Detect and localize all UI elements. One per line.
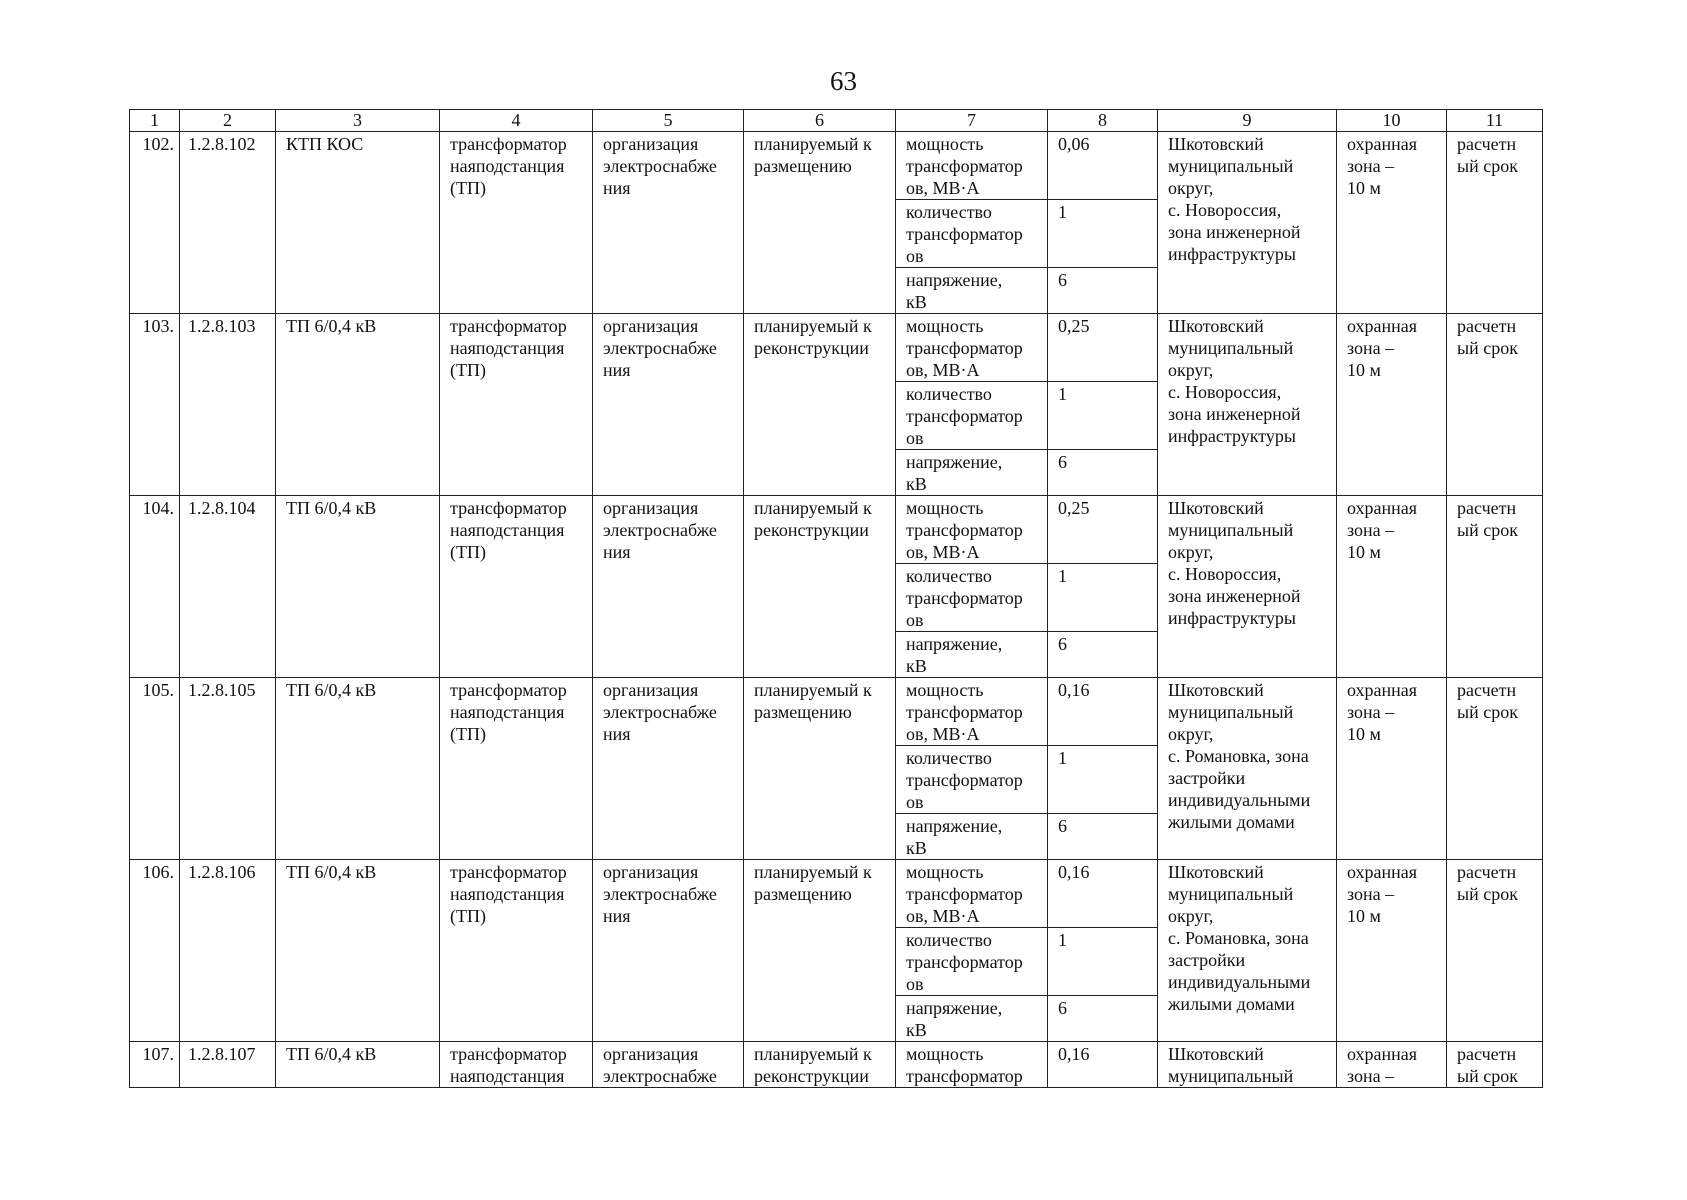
object-location [1158, 678, 1337, 860]
object-type-text: трансформатор наяподстанция (ТП) [450, 680, 567, 744]
param-label [896, 814, 1048, 860]
object-location [1158, 314, 1337, 496]
column-number [440, 110, 593, 132]
column-number [1048, 110, 1158, 132]
param-value-text: 0,16 [1058, 862, 1090, 882]
column-number-text: 4 [511, 110, 521, 130]
column-number [593, 110, 744, 132]
column-number [1447, 110, 1543, 132]
param-label-text: мощность трансформатор ов, МВ·А [906, 134, 1023, 198]
param-label-text: напряжение, кВ [906, 452, 1003, 494]
object-name [276, 132, 440, 314]
param-label-text: мощность трансформатор [906, 1044, 1023, 1086]
object-zone-text: охранная зона – 10 м [1347, 680, 1418, 744]
column-number-text: 1 [150, 110, 159, 130]
object-purpose [593, 678, 744, 860]
column-number-text: 6 [815, 110, 824, 130]
param-label-text: напряжение, кВ [906, 998, 1003, 1040]
param-label-text: мощность трансформатор ов, МВ·А [906, 316, 1023, 380]
object-name [276, 678, 440, 860]
column-number [276, 110, 440, 132]
object-term-text: расчетн ый срок [1457, 680, 1518, 722]
param-label-text: мощность трансформатор ов, МВ·А [906, 680, 1023, 744]
column-number [130, 110, 180, 132]
object-term-text: расчетн ый срок [1457, 134, 1518, 176]
object-zone [1337, 132, 1447, 314]
object-purpose [593, 860, 744, 1042]
objects-table [129, 109, 1543, 1088]
object-name-text: ТП 6/0,4 кВ [286, 498, 377, 518]
object-status [744, 1042, 896, 1088]
param-value-text: 6 [1058, 998, 1067, 1018]
param-value [1048, 200, 1158, 268]
object-location-text: Шкотовский муниципальный округ, с. Новороссия, зона инженерной инфраструктуры [1168, 316, 1301, 446]
param-label [896, 996, 1048, 1042]
param-value [1048, 928, 1158, 996]
object-location-text: Шкотовский муниципальный округ, с. Романовка, зона застройки индивидуальными жилыми домами [1168, 680, 1311, 832]
param-value-text: 1 [1058, 384, 1067, 404]
param-label [896, 132, 1048, 200]
param-label [896, 678, 1048, 746]
object-purpose [593, 132, 744, 314]
object-zone-text: охранная зона – 10 м [1347, 134, 1418, 198]
param-value [1048, 678, 1158, 746]
object-type-text: трансформатор наяподстанция (ТП) [450, 862, 567, 926]
row-number [130, 860, 180, 1042]
row-number-text: 104. [142, 498, 174, 518]
page-number: 63 [830, 66, 857, 96]
object-status [744, 496, 896, 678]
column-number-row [130, 110, 1543, 132]
row-number-text: 107. [142, 1044, 174, 1064]
param-label [896, 564, 1048, 632]
param-value [1048, 814, 1158, 860]
param-label-text: количество трансформатор ов [906, 748, 1023, 812]
object-code-text: 1.2.8.105 [188, 680, 256, 700]
param-label [896, 382, 1048, 450]
column-number [180, 110, 276, 132]
object-zone [1337, 1042, 1447, 1088]
param-label [896, 632, 1048, 678]
object-location-text: Шкотовский муниципальный округ, с. Романовка, зона застройки индивидуальными жилыми домами [1168, 862, 1311, 1014]
object-term [1447, 496, 1543, 678]
object-purpose-text: организация электроснабже ния [603, 316, 717, 380]
param-value-text: 1 [1058, 748, 1067, 768]
object-code [180, 314, 276, 496]
param-label-text: количество трансформатор ов [906, 384, 1023, 448]
object-name [276, 496, 440, 678]
column-number-text: 11 [1485, 110, 1504, 130]
object-location [1158, 132, 1337, 314]
object-location-text: Шкотовский муниципальный округ, с. Новороссия, зона инженерной инфраструктуры [1168, 498, 1301, 628]
object-type-text: трансформатор наяподстанция [450, 1044, 567, 1086]
object-status-text: планируемый к размещению [754, 862, 872, 904]
row-number [130, 678, 180, 860]
param-value-text: 6 [1058, 270, 1067, 290]
column-number-text: 2 [223, 110, 232, 130]
object-zone [1337, 860, 1447, 1042]
param-label [896, 200, 1048, 268]
object-zone [1337, 678, 1447, 860]
param-label-text: количество трансформатор ов [906, 930, 1023, 994]
object-purpose-text: организация электроснабже ния [603, 134, 717, 198]
object-zone [1337, 496, 1447, 678]
object-purpose-text: организация электроснабже ния [603, 498, 717, 562]
table-row [130, 1042, 1543, 1088]
param-label [896, 268, 1048, 314]
object-code-text: 1.2.8.107 [188, 1044, 256, 1064]
object-name-text: ТП 6/0,4 кВ [286, 1044, 377, 1064]
object-location [1158, 1042, 1337, 1088]
table-row [130, 496, 1543, 564]
object-type-text: трансформатор наяподстанция (ТП) [450, 134, 567, 198]
row-number-text: 105. [142, 680, 174, 700]
object-term [1447, 132, 1543, 314]
column-number-text: 3 [353, 110, 362, 130]
param-value [1048, 496, 1158, 564]
row-number [130, 1042, 180, 1088]
object-type [440, 314, 593, 496]
row-number-text: 102. [142, 134, 174, 154]
param-value [1048, 1042, 1158, 1088]
object-code-text: 1.2.8.104 [188, 498, 256, 518]
object-term-text: расчетн ый срок [1457, 1044, 1518, 1086]
param-label-text: напряжение, кВ [906, 816, 1003, 858]
object-term [1447, 1042, 1543, 1088]
row-number [130, 132, 180, 314]
object-purpose [593, 1042, 744, 1088]
object-zone-text: охранная зона – 10 м [1347, 316, 1418, 380]
param-value-text: 0,16 [1058, 1044, 1090, 1064]
row-number [130, 496, 180, 678]
object-type-text: трансформатор наяподстанция (ТП) [450, 498, 567, 562]
object-term-text: расчетн ый срок [1457, 862, 1518, 904]
column-number [1337, 110, 1447, 132]
object-code-text: 1.2.8.102 [188, 134, 256, 154]
param-value-text: 0,25 [1058, 316, 1090, 336]
param-label-text: мощность трансформатор ов, МВ·А [906, 498, 1023, 562]
param-value [1048, 564, 1158, 632]
param-value-text: 1 [1058, 202, 1067, 222]
object-purpose-text: организация электроснабже ния [603, 680, 717, 744]
row-number-text: 103. [142, 316, 174, 336]
object-code [180, 860, 276, 1042]
object-location-text: Шкотовский муниципальный [1168, 1044, 1294, 1086]
param-label-text: напряжение, кВ [906, 270, 1003, 312]
object-type [440, 860, 593, 1042]
param-value-text: 1 [1058, 930, 1067, 950]
object-term-text: расчетн ый срок [1457, 316, 1518, 358]
object-purpose [593, 496, 744, 678]
column-number [896, 110, 1048, 132]
object-name-text: ТП 6/0,4 кВ [286, 680, 377, 700]
param-value [1048, 268, 1158, 314]
column-number-text: 5 [663, 110, 673, 130]
object-name [276, 860, 440, 1042]
object-term-text: расчетн ый срок [1457, 498, 1518, 540]
param-value-text: 6 [1058, 452, 1067, 472]
table-row [130, 314, 1543, 382]
param-label [896, 928, 1048, 996]
object-code [180, 132, 276, 314]
object-status-text: планируемый к размещению [754, 134, 872, 176]
param-label [896, 496, 1048, 564]
object-location-text: Шкотовский муниципальный округ, с. Новороссия, зона инженерной инфраструктуры [1168, 134, 1301, 264]
object-status [744, 314, 896, 496]
object-zone [1337, 314, 1447, 496]
object-term [1447, 860, 1543, 1042]
object-status-text: планируемый к размещению [754, 680, 872, 722]
object-name-text: ТП 6/0,4 кВ [286, 316, 377, 336]
column-number [744, 110, 896, 132]
object-status-text: планируемый к реконструкции [754, 498, 872, 540]
param-value-text: 6 [1058, 634, 1067, 654]
param-value-text: 0,06 [1058, 134, 1090, 154]
param-value [1048, 996, 1158, 1042]
param-value-text: 1 [1058, 566, 1067, 586]
param-label-text: количество трансформатор ов [906, 202, 1023, 266]
object-purpose-text: организация электроснабже ния [603, 862, 717, 926]
object-name-text: ТП 6/0,4 кВ [286, 862, 377, 882]
column-number-text: 8 [1098, 110, 1107, 130]
object-status-text: планируемый к реконструкции [754, 1044, 872, 1086]
object-zone-text: охранная зона – 10 м [1347, 498, 1418, 562]
column-number-text: 7 [967, 110, 976, 130]
row-number-text: 106. [142, 862, 174, 882]
param-value [1048, 132, 1158, 200]
object-name-text: КТП КОС [286, 134, 364, 154]
object-zone-text: охранная зона – 10 м [1347, 862, 1418, 926]
column-number-text: 10 [1382, 110, 1401, 130]
object-status [744, 678, 896, 860]
object-code [180, 496, 276, 678]
param-label [896, 314, 1048, 382]
object-status-text: планируемый к реконструкции [754, 316, 872, 358]
param-value [1048, 314, 1158, 382]
table-row [130, 132, 1543, 200]
column-number-text: 9 [1242, 110, 1252, 130]
object-status [744, 860, 896, 1042]
table-row [130, 860, 1543, 928]
object-status [744, 132, 896, 314]
param-label [896, 746, 1048, 814]
object-term [1447, 678, 1543, 860]
object-name [276, 314, 440, 496]
object-type [440, 496, 593, 678]
param-label-text: мощность трансформатор ов, МВ·А [906, 862, 1023, 926]
param-value [1048, 382, 1158, 450]
object-purpose-text: организация электроснабже [603, 1044, 717, 1086]
param-label [896, 1042, 1048, 1088]
row-number [130, 314, 180, 496]
object-code-text: 1.2.8.106 [188, 862, 256, 882]
param-value [1048, 746, 1158, 814]
param-label [896, 860, 1048, 928]
table-row [130, 678, 1543, 746]
object-location [1158, 496, 1337, 678]
param-value [1048, 450, 1158, 496]
object-code [180, 678, 276, 860]
object-code-text: 1.2.8.103 [188, 316, 256, 336]
object-code [180, 1042, 276, 1088]
param-value [1048, 860, 1158, 928]
object-type [440, 678, 593, 860]
column-number [1158, 110, 1337, 132]
object-name [276, 1042, 440, 1088]
object-purpose [593, 314, 744, 496]
param-value [1048, 632, 1158, 678]
param-value-text: 6 [1058, 816, 1067, 836]
object-term [1447, 314, 1543, 496]
object-type [440, 1042, 593, 1088]
param-label-text: напряжение, кВ [906, 634, 1003, 676]
param-value-text: 0,25 [1058, 498, 1090, 518]
object-location [1158, 860, 1337, 1042]
object-type [440, 132, 593, 314]
object-type-text: трансформатор наяподстанция (ТП) [450, 316, 567, 380]
param-label-text: количество трансформатор ов [906, 566, 1023, 630]
param-value-text: 0,16 [1058, 680, 1090, 700]
param-label [896, 450, 1048, 496]
object-zone-text: охранная зона – [1347, 1044, 1418, 1086]
